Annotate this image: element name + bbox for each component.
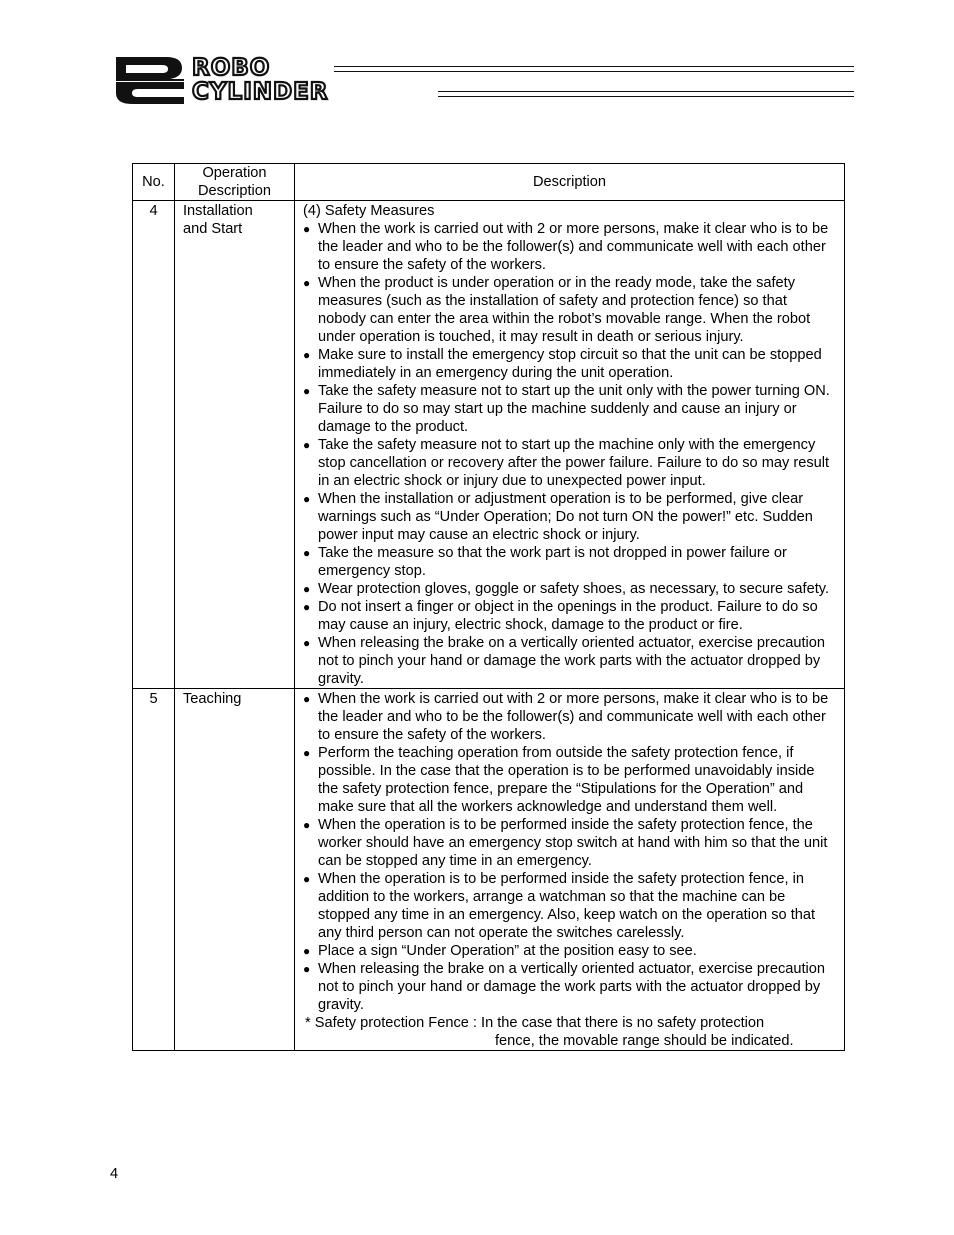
header-rule: [334, 66, 854, 67]
list-item: ● Take the measure so that the work part is not dropped in power failure or emergency stop.: [303, 544, 838, 580]
operation-cell: Teaching: [175, 689, 295, 1051]
list-item: ● When the installation or adjustment operation is to be performed, give clear warnings such as “Under Operation; Do not turn ON the power!” etc. Sudden power input may cause an electric shock or injury.: [303, 490, 838, 544]
description-cell: [295, 689, 845, 1051]
bullet-list: [303, 220, 838, 688]
list-item: ● When the work is carried out with 2 or more persons, make it clear who is to be the leader and who to be the follower(s) and communicate well with each other to ensure the safety of the workers.: [303, 220, 838, 274]
list-item: ● When the work is carried out with 2 or more persons, make it clear who is to be the leader and who to be the follower(s) and communicate well with each other to ensure the safety of the workers.: [303, 690, 838, 744]
list-item: ● Take the safety measure not to start up the unit only with the power turning ON. Failure to do so may start up the machine suddenly and cause an injury or damage to the product.: [303, 382, 838, 436]
list-item: ● Wear protection gloves, goggle or safety shoes, as necessary, to secure safety.: [303, 580, 838, 598]
fence-note: * Safety protection Fence : In the case that there is no safety protection: [305, 1015, 765, 1031]
safety-table: [132, 163, 845, 1051]
header-rule: [438, 96, 854, 97]
list-item: ● When the operation is to be performed inside the safety protection fence, in addition to the workers, arrange a watchman so that the machine can be stopped any time in an emergency. Also, keep watch on the operation so that any third person can not operate the switches carelessly.: [303, 870, 838, 942]
row-number: 4: [133, 201, 175, 689]
table-row: [133, 201, 845, 689]
list-item: ● When the operation is to be performed inside the safety protection fence, the worker should have an emergency stop switch at hand with him so that the unit can be stopped any time in an emergency.: [303, 816, 838, 870]
table-row: [133, 689, 845, 1051]
row-number: 5: [133, 689, 175, 1051]
header-rule: [334, 71, 854, 72]
list-item: ● When releasing the brake on a vertically oriented actuator, exercise precaution not to pinch your hand or damage the work parts with the actuator dropped by gravity.: [303, 634, 838, 688]
table-header-row: [133, 164, 845, 201]
logo-text-cylinder: CYLINDER: [192, 79, 329, 105]
logo-text-robo: ROBO: [192, 55, 271, 81]
fence-note-continued: fence, the movable range should be indicated.: [495, 1033, 794, 1049]
list-item: ● When the product is under operation or in the ready mode, take the safety measures (such as the installation of safety and protection fence) so that nobody can enter the area within the robot’s movable range. When the robot under operation is touched, it may result in death or serious injury.: [303, 274, 838, 346]
section-heading: (4) Safety Measures: [303, 203, 435, 219]
list-item: ● Take the safety measure not to start up the machine only with the emergency stop cancellation or recovery after the power failure. Failure to do so may result in an electric shock or injury due to unexpected power input.: [303, 436, 838, 490]
header-no: No.: [133, 164, 175, 201]
list-item: ● Place a sign “Under Operation” at the position easy to see.: [303, 942, 838, 960]
bullet-list: [303, 690, 838, 1014]
list-item: ● When releasing the brake on a vertically oriented actuator, exercise precaution not to pinch your hand or damage the work parts with the actuator dropped by gravity.: [303, 960, 838, 1014]
description-cell: [295, 201, 845, 689]
list-item: ● Do not insert a finger or object in the openings in the product. Failure to do so may cause an injury, electric shock, damage to the product or fire.: [303, 598, 838, 634]
page-number: 4: [110, 1166, 119, 1182]
rc-logo-icon: [112, 55, 188, 105]
list-item: ● Make sure to install the emergency stop circuit so that the unit can be stopped immediately in an emergency during the unit operation.: [303, 346, 838, 382]
header-operation: Operation Description: [175, 164, 295, 201]
robo-cylinder-logo: [112, 55, 432, 107]
list-item: ● Perform the teaching operation from outside the safety protection fence, if possible. In the case that the operation is to be performed unavoidably inside the safety protection fence, prepare the “Stipulations for the Operation” and make sure that all the workers acknowledge and understand them well.: [303, 744, 838, 816]
header-description: Description: [295, 164, 845, 201]
header-rule: [438, 91, 854, 92]
operation-cell: Installation and Start: [175, 201, 295, 689]
